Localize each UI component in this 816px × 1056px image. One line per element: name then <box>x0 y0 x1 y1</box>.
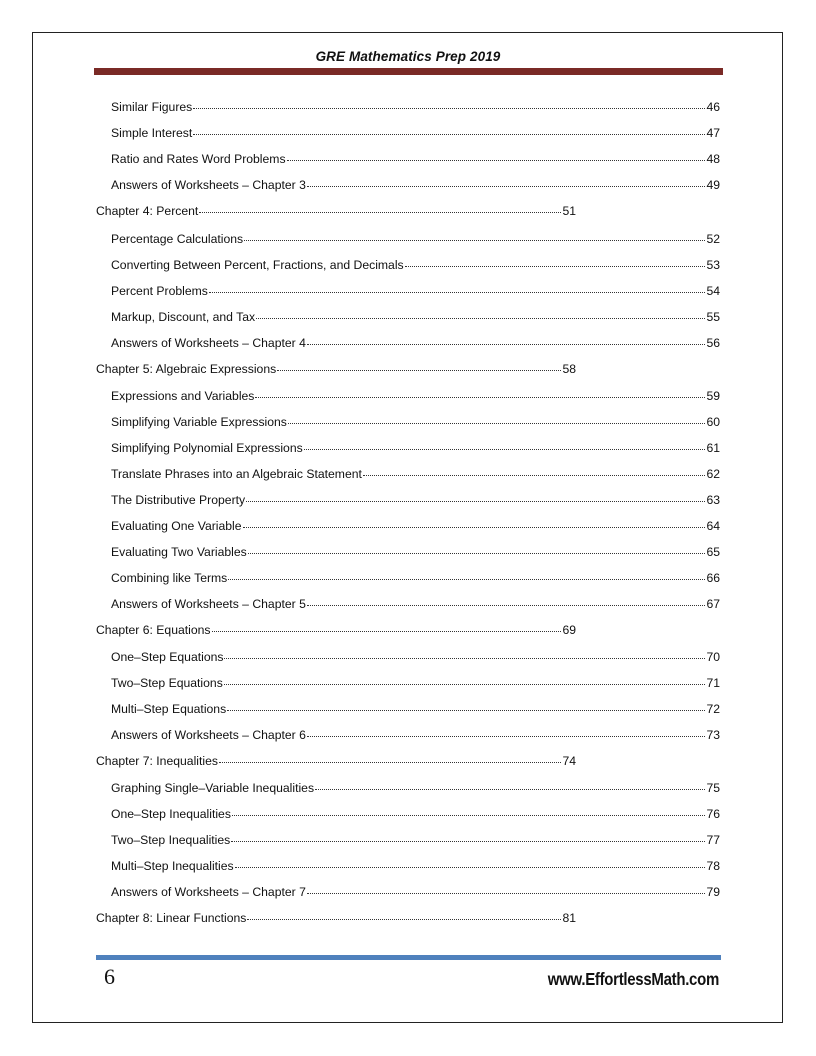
toc-dot-leader <box>212 617 562 632</box>
toc-dot-leader <box>224 670 706 685</box>
toc-entry-label: One–Step Inequalities <box>111 807 231 821</box>
toc-entry <box>111 280 720 299</box>
toc-dot-leader <box>405 252 706 267</box>
toc-dot-leader <box>244 226 705 241</box>
toc-chapter-entry <box>96 907 576 926</box>
toc-entry-label: Answers of Worksheets – Chapter 4 <box>111 336 306 350</box>
toc-entry-label: Chapter 5: Algebraic Expressions <box>96 362 277 376</box>
toc-dot-leader <box>288 409 706 424</box>
toc-dot-leader <box>307 330 706 345</box>
toc-dot-leader <box>227 696 705 711</box>
toc-entry-page-number: 79 <box>706 885 720 899</box>
toc-dot-leader <box>219 748 561 763</box>
toc-entry-page-number: 52 <box>706 232 720 246</box>
toc-entry-page-number: 70 <box>706 650 720 664</box>
toc-entry-label: Markup, Discount, and Tax <box>111 310 256 324</box>
toc-entry-label: Two–Step Equations <box>111 676 223 690</box>
toc-entry <box>111 385 720 404</box>
toc-entry <box>111 489 720 508</box>
toc-entry-label: Chapter 4: Percent <box>96 204 199 218</box>
toc-entry-label: Translate Phrases into an Algebraic Statement <box>111 467 362 481</box>
toc-entry-page-number: 46 <box>706 100 720 114</box>
toc-chapter-entry <box>96 358 576 377</box>
toc-entry-page-number: 59 <box>706 389 720 403</box>
toc-entry-label: Answers of Worksheets – Chapter 5 <box>111 597 306 611</box>
toc-entry-page-number: 63 <box>706 493 720 507</box>
toc-entry <box>111 174 720 193</box>
toc-entry-page-number: 49 <box>706 178 720 192</box>
toc-entry-label: Simple Interest <box>111 126 193 140</box>
toc-entry-label: Multi–Step Equations <box>111 702 227 716</box>
toc-dot-leader <box>228 565 705 580</box>
toc-dot-leader <box>247 905 561 920</box>
toc-entry-label: Answers of Worksheets – Chapter 6 <box>111 728 306 742</box>
toc-entry-label: Expressions and Variables <box>111 389 255 403</box>
toc-entry <box>111 829 720 848</box>
toc-entry-page-number: 71 <box>706 676 720 690</box>
toc-entry <box>111 437 720 456</box>
toc-entry-label: Answers of Worksheets – Chapter 3 <box>111 178 306 192</box>
toc-entry-label: Similar Figures <box>111 100 193 114</box>
toc-entry <box>111 463 720 482</box>
toc-entry-page-number: 81 <box>562 911 576 925</box>
toc-dot-leader <box>315 775 705 790</box>
toc-dot-leader <box>232 801 706 816</box>
toc-entry <box>111 332 720 351</box>
toc-dot-leader <box>277 356 561 371</box>
toc-entry-label: Graphing Single–Variable Inequalities <box>111 781 315 795</box>
toc-dot-leader <box>209 278 706 293</box>
toc-entry <box>111 148 720 167</box>
toc-dot-leader <box>246 487 705 502</box>
toc-entry-label: Simplifying Polynomial Expressions <box>111 441 303 455</box>
toc-entry-label: Answers of Worksheets – Chapter 7 <box>111 885 306 899</box>
toc-entry <box>111 228 720 247</box>
toc-entry-page-number: 74 <box>562 754 576 768</box>
toc-entry-page-number: 54 <box>706 284 720 298</box>
toc-entry-label: Evaluating One Variable <box>111 519 242 533</box>
toc-entry-page-number: 60 <box>706 415 720 429</box>
toc-dot-leader <box>307 879 706 894</box>
toc-dot-leader <box>304 435 706 450</box>
toc-dot-leader <box>307 722 706 737</box>
toc-entry-page-number: 65 <box>706 545 720 559</box>
toc-entry-label: Chapter 8: Linear Functions <box>96 911 247 925</box>
toc-entry-page-number: 56 <box>706 336 720 350</box>
toc-entry-label: Percentage Calculations <box>111 232 244 246</box>
toc-entry <box>111 593 720 612</box>
toc-entry-label: The Distributive Property <box>111 493 246 507</box>
toc-entry-label: Evaluating Two Variables <box>111 545 247 559</box>
toc-dot-leader <box>307 591 706 606</box>
toc-entry-page-number: 47 <box>706 126 720 140</box>
toc-entry-page-number: 69 <box>562 623 576 637</box>
toc-entry-page-number: 58 <box>562 362 576 376</box>
toc-chapter-entry <box>96 750 576 769</box>
toc-entry-page-number: 61 <box>706 441 720 455</box>
footer-website: www.EffortlessMath.com <box>547 970 719 990</box>
toc-entry <box>111 541 720 560</box>
toc-entry-page-number: 66 <box>706 571 720 585</box>
toc-dot-leader <box>248 539 706 554</box>
toc-entry <box>111 724 720 743</box>
toc-entry-label: Multi–Step Inequalities <box>111 859 234 873</box>
toc-dot-leader <box>363 461 706 476</box>
toc-entry-label: Percent Problems <box>111 284 208 298</box>
toc-dot-leader <box>231 827 705 842</box>
toc-entry-page-number: 75 <box>706 781 720 795</box>
footer-page-number: 6 <box>104 964 115 989</box>
toc-entry-page-number: 48 <box>706 152 720 166</box>
toc-entry <box>111 254 720 273</box>
toc-entry <box>111 777 720 796</box>
toc-entry-label: Converting Between Percent, Fractions, and Decimals <box>111 258 404 272</box>
toc-dot-leader <box>307 172 706 187</box>
toc-entry-label: Chapter 6: Equations <box>96 623 211 637</box>
toc-entry-page-number: 53 <box>706 258 720 272</box>
toc-chapter-entry <box>96 619 576 638</box>
toc-entry <box>111 803 720 822</box>
toc-entry-label: Chapter 7: Inequalities <box>96 754 218 768</box>
toc-entry-page-number: 64 <box>706 519 720 533</box>
toc-entry-label: Ratio and Rates Word Problems <box>111 152 286 166</box>
toc-entry <box>111 646 720 665</box>
toc-dot-leader <box>193 120 705 135</box>
footer-rule <box>96 955 721 960</box>
toc-entry <box>111 855 720 874</box>
toc-entry-page-number: 67 <box>706 597 720 611</box>
toc-dot-leader <box>287 146 706 161</box>
toc-dot-leader <box>224 644 705 659</box>
toc-dot-leader <box>193 94 705 109</box>
toc-entry <box>111 411 720 430</box>
toc-dot-leader <box>199 198 561 213</box>
toc-entry-label: Two–Step Inequalities <box>111 833 231 847</box>
toc-entry-page-number: 55 <box>706 310 720 324</box>
toc-entry-page-number: 62 <box>706 467 720 481</box>
toc-entry-page-number: 72 <box>706 702 720 716</box>
toc-entry-page-number: 77 <box>706 833 720 847</box>
toc-entry <box>111 306 720 325</box>
toc-entry <box>111 122 720 141</box>
toc-entry-page-number: 78 <box>706 859 720 873</box>
toc-entry <box>111 567 720 586</box>
toc-entry-label: Combining like Terms <box>111 571 228 585</box>
toc-entry-page-number: 51 <box>562 204 576 218</box>
toc-dot-leader <box>235 853 706 868</box>
toc-dot-leader <box>243 513 706 528</box>
toc-chapter-entry <box>96 200 576 219</box>
toc-dot-leader <box>256 304 705 319</box>
toc-entry-page-number: 73 <box>706 728 720 742</box>
toc-entry-page-number: 76 <box>706 807 720 821</box>
toc-entry <box>111 96 720 115</box>
toc-entry <box>111 672 720 691</box>
toc-entry <box>111 698 720 717</box>
toc-entry-label: Simplifying Variable Expressions <box>111 415 287 429</box>
toc-entry <box>111 515 720 534</box>
running-header-title: GRE Mathematics Prep 2019 <box>315 49 501 64</box>
toc-entry-label: One–Step Equations <box>111 650 224 664</box>
toc-dot-leader <box>255 383 705 398</box>
toc-entry <box>111 881 720 900</box>
